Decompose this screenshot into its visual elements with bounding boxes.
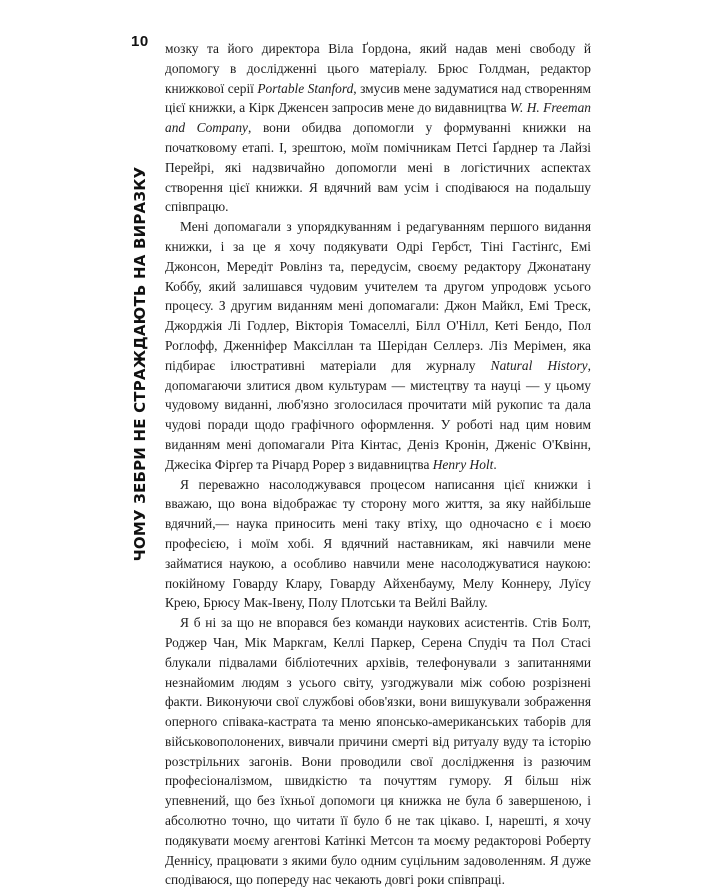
text-run: . bbox=[493, 456, 497, 472]
paragraph bbox=[165, 613, 591, 890]
paragraph bbox=[165, 217, 591, 474]
text-run: Мені допомагали з упорядкуванням і редагуванням першого видання книжки, і за це я хочу подякувати Одрі Гербст, Тіні Гастінґс, Емі Джонсон, Мередіт Ровлінз та, передусім, своєму редактору Джонатану Коббу, який залишався чудовим учителем та другом упродовж усього процесу. З другим виданням мені допомагали: Джон Майкл, Емі Треск, Джорджія Лі Годлер, Вікторія Томаселлі, Білл О'Нілл, Кеті Бендо, Пол Роґлофф, Дженніфер Максіллан та Шерідан Селлерз. Ліз Мерімен, яка підбирає ілюстративні матеріали для журналу bbox=[165, 219, 591, 373]
text-run: , допомагаючи злитися двом культурам — мистецтву та науці — у цьому чудовому виданні, люб'язно зголосилася прочитати мій рукопис та дала чудові поради щодо графічного оформлення. У роботі над цим новим виданням мені допомагали Ріта Кінтас, Деніз Кронін, Дженіс О'Квінн, Джесіка Фірґер та Річард Рорер з видавництва bbox=[165, 357, 591, 472]
running-head: ЧОМУ ЗЕБРИ НЕ СТРАЖДАЮТЬ НА ВИРАЗКУ bbox=[131, 166, 149, 562]
italic-title: Natural History bbox=[490, 357, 588, 373]
italic-title: W. H. Freeman and Company bbox=[165, 100, 591, 136]
text-run: Я б ні за що не впорався без команди наукових асистентів. Стів Болт, Роджер Чан, Мік Маркгам, Келлі Паркер, Серена Спудіч та Пол Стасі блукали підвалами бібліотечних архівів, телефонували з запитаннями незнайомим людям з усього світу, узгоджували між собою розрізнені факти. Виконуючи свої службові обов'язки, вони вишукували зображення оперного співака-кастрата та меню японсько-американських таборів для військовополонених, вивчали причини смерті від ритуалу вуду та історію розстрільних загонів. Вони проводили свої дослідження із разючим професіоналізмом, швидкістю та почуттям гумору. Я більш ніж упевнений, що без їхньої допомоги ця книжка не була б завершеною, і абсолютно точно, що читати її було б не так цікаво. І, нарешті, я хочу подякувати моєму агентові Катінкі Метсон та моєму редакторові Роберту Деннісу, працювати з якими було одним суцільним задоволенням. Я дуже сподіваюся, що попереду нас чекають довгі роки співпраці. bbox=[165, 615, 591, 888]
body-text bbox=[165, 39, 591, 890]
paragraph bbox=[165, 475, 591, 614]
italic-title: Henry Holt bbox=[432, 456, 494, 472]
italic-title: Portable Stanford bbox=[257, 80, 354, 96]
text-run: , змусив мене задуматися над створенням цієї книжки, а Кірк Дженсен запросив мене до видавництва bbox=[165, 80, 591, 116]
paragraph bbox=[165, 39, 591, 217]
text-run: , вони обидва допомогли у формуванні книжки на початковому етапі. І, зрештою, моїм помічникам Петсі Ґарднер та Лайзі Перейрі, які надзвичайно допомогли мені в логістичних аспектах створення цієї книжки. Я вдячний вам усім і сподіваюся на подальшу співпрацю. bbox=[165, 120, 591, 215]
page-number: 10 bbox=[131, 33, 149, 50]
text-run: Я переважно насолоджувався процесом написання цієї книжки і вважаю, що вона відображає ту сторону мого життя, за яку найбільше вдячний,— наука приносить мені таку втіху, що одночасно є і моєю професією, і моїм хобі. Я вдячний наставникам, які навчили мене займатися наукою, а особливо навчили мене насолоджуватися наукою: покійному Говарду Клару, Говарду Айхенбауму, Мелу Коннеру, Луїсу Крею, Брюсу Мак-Івену, Полу Плотськи та Вейлі Вайлу. bbox=[165, 476, 591, 611]
text-run: мозку та його директора Віла Ґордона, який надав мені свободу й допомогу в дослідженні цього матеріалу. Брюс Голдман, редактор книжкової серії bbox=[165, 41, 591, 96]
